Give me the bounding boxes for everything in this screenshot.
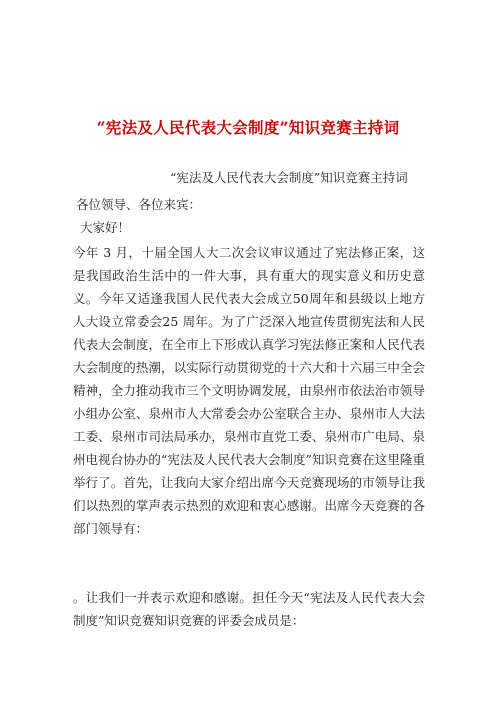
body-paragraph-2 <box>73 586 425 632</box>
document-title: “宪法及人民代表大会制度”知识竞赛主持词 <box>96 118 400 137</box>
body-paragraph-1 <box>73 241 425 540</box>
paragraph-text: 。让我们一并表示欢迎和感谢。担任今天“宪法及人民代表大会制度”知识竞赛知识竞赛的评委会成员是： <box>73 590 425 628</box>
document-subtitle: “宪法及人民代表大会制度”知识竞赛主持词 <box>170 170 408 185</box>
paragraph-text: 今年 3 月，十届全国人大二次会议审议通过了宪法修正案，这是我国政治生活中的一件大事，具有重大的现实意义和历史意义。今年又适逢我国人民代表大会成立50周年和县级以上地方人大设立常委会25 周年。为了广泛深入地宣传贯彻宪法和人民代表大会制度，在全市上下形成认真学习宪法修正案和人民代表大会制度的热潮，以实际行动贯彻党的十六大和十六届三中全会精神，全力推动我市三个文明协调发展，由泉州市依法治市领导小组办公室、泉州市人大常委会办公室联合主办、泉州市人大法工委、泉州市司法局承办，泉州市直党工委、泉州市广电局、泉州电视台协办的“宪法及人民代表大会制度”知识竞赛在这里隆重举行了。首先，让我向大家介绍出席今天竞赛现场的市领导让我们以热烈的掌声表示热烈的欢迎和衷心感谢。出席今天竞赛的各部门领导有： <box>73 245 425 536</box>
greeting: 大家好！ <box>80 220 131 235</box>
salutation: 各位领导、各位来宾： <box>76 197 202 212</box>
